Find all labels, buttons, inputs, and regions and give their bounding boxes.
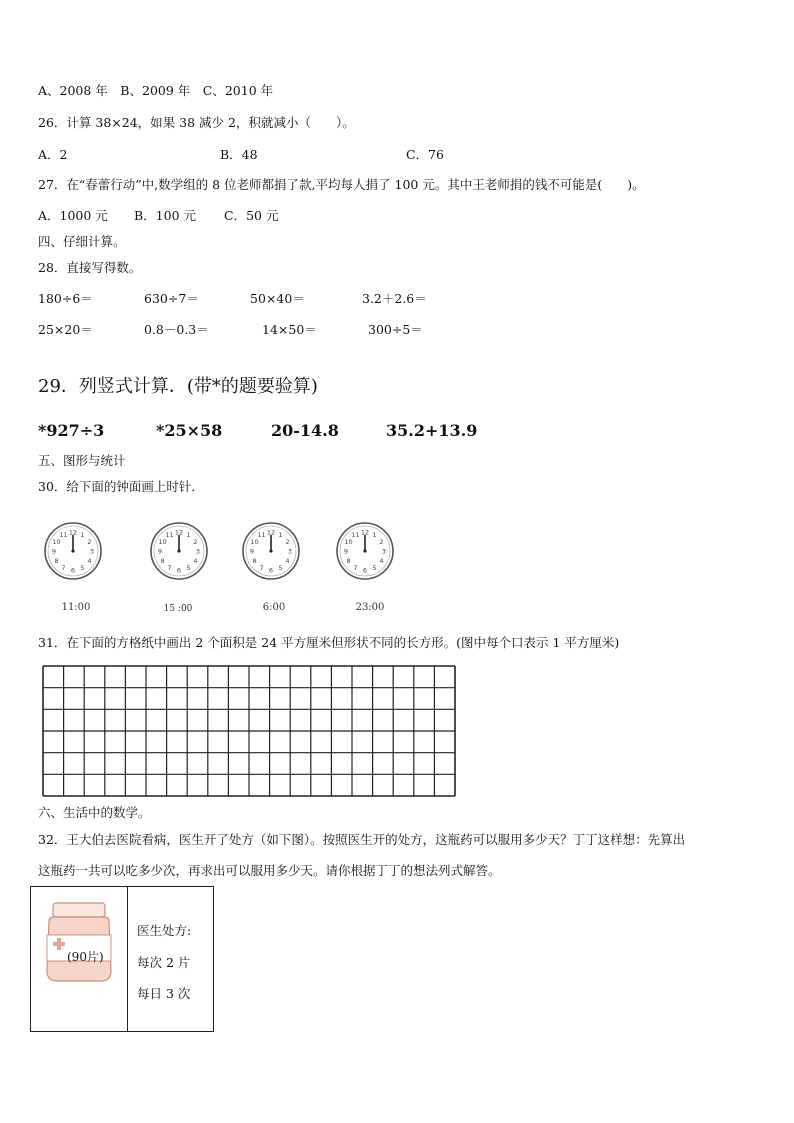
clock-number: 2: [193, 538, 198, 546]
q30-question: 30．给下面的钟面画上时针．: [38, 479, 204, 494]
clock-number: 12: [174, 528, 184, 537]
clock-number: 10: [344, 538, 353, 546]
q28-item: 180÷6＝: [38, 291, 93, 306]
clock-number: 3: [89, 547, 95, 556]
q28-item: 630÷7＝: [144, 291, 199, 306]
clock-number: 6: [268, 566, 274, 575]
clock-number: 2: [285, 538, 290, 546]
clock-number: 7: [353, 563, 358, 572]
q27-option-a: A．1000 元: [38, 208, 108, 223]
q26-option-c: C．76: [406, 147, 444, 162]
clock-label: 15 :00: [163, 604, 193, 614]
clock-number: 10: [52, 538, 61, 546]
q29-item: 35.2+13.9: [386, 421, 478, 440]
clock-number: 12: [266, 528, 276, 537]
clock-number: 10: [158, 538, 167, 546]
clock-number: 11: [351, 531, 360, 540]
q31-question: 31．在下面的方格纸中画出 2 个面积是 24 平方厘米但形状不同的长方形。(图中每个口表示 1 平方厘米): [38, 635, 620, 650]
prescription-box: [30, 886, 214, 1032]
clock-center: [363, 549, 366, 552]
clock-number: 1: [80, 531, 85, 540]
q28-item: 50×40＝: [250, 291, 305, 306]
q28-item: 3.2＋2.6＝: [362, 291, 427, 306]
q29-item: *25×58: [156, 421, 223, 440]
clock-center: [269, 549, 272, 552]
q28-item: 0.8－0.3＝: [144, 322, 209, 337]
bottle-label: (90片): [67, 950, 104, 964]
clock-number: 12: [68, 528, 78, 537]
section4-title: 四、仔细计算。: [38, 234, 126, 249]
clock-number: 7: [61, 563, 66, 572]
clock-number: 12: [360, 528, 370, 537]
prescription-title: 医生处方:: [137, 923, 192, 938]
medicine-bottle-icon: [39, 901, 119, 985]
clock-number: 4: [379, 557, 384, 565]
clock-number: 8: [54, 557, 59, 565]
clock-number: 6: [176, 566, 182, 575]
clock-number: 9: [343, 547, 349, 556]
clock-number: 2: [87, 538, 92, 546]
clock-number: 1: [278, 531, 283, 540]
clock-number: 8: [346, 557, 351, 565]
prescription-dose: 每次 2 片: [137, 955, 191, 970]
q29-item: 20-14.8: [271, 421, 339, 440]
clock-number: 11: [165, 531, 174, 540]
clock-number: 6: [362, 566, 368, 575]
clock-number: 5: [186, 563, 191, 572]
grid-paper[interactable]: [42, 665, 456, 797]
clock-number: 3: [287, 547, 293, 556]
clock-number: 9: [51, 547, 57, 556]
clock-number: 4: [87, 557, 92, 565]
clock-number: 1: [186, 531, 191, 540]
clock-number: 7: [259, 563, 264, 572]
clock-number: 9: [157, 547, 163, 556]
clock-number: 2: [379, 538, 384, 546]
clock-face-icon: [334, 520, 396, 582]
clock-number: 7: [167, 563, 172, 572]
q32-line1: 32．王大伯去医院看病，医生开了处方（如下图）。按照医生开的处方，这瓶药可以服用多少天？丁丁这样想：先算出: [38, 832, 686, 847]
clock-number: 8: [160, 557, 165, 565]
q27-option-c: C．50 元: [224, 208, 279, 223]
clock-number: 11: [59, 531, 68, 540]
clock-face-icon: [42, 520, 104, 582]
prescription-frequency: 每日 3 次: [137, 986, 191, 1001]
clock-center: [177, 549, 180, 552]
clock-number: 5: [372, 563, 377, 572]
q32-line2: 这瓶药一共可以吃多少次，再求出可以服用多少天。请你根据丁丁的想法列式解答。: [38, 863, 501, 878]
clock-number: 11: [257, 531, 266, 540]
section6-title: 六、生活中的数学。: [38, 805, 151, 820]
clock-number: 3: [195, 547, 201, 556]
clock-number: 6: [70, 566, 76, 575]
clock-center: [71, 549, 74, 552]
prescription-divider: [127, 887, 128, 1031]
q26-question: 26．计算 38×24，如果 38 减少 2，积就减小（ ）。: [38, 115, 355, 130]
q28-item: 25×20＝: [38, 322, 93, 337]
q28-question: 28．直接写得数。: [38, 260, 142, 275]
q29-question: 29．列竖式计算．(带*的题要验算): [38, 376, 318, 397]
section5-title: 五、图形与统计: [38, 453, 126, 468]
q27-option-b: B．100 元: [134, 208, 197, 223]
clock-label: 23:00: [355, 602, 385, 613]
clock-number: 4: [193, 557, 198, 565]
clock-number: 5: [278, 563, 283, 572]
clock-label: 6:00: [262, 602, 286, 613]
clock-number: 3: [381, 547, 387, 556]
clock-number: 1: [372, 531, 377, 540]
q29-item: *927÷3: [38, 421, 105, 440]
clock-label: 11:00: [61, 602, 91, 613]
clock-number: 8: [252, 557, 257, 565]
clock-face-icon: [240, 520, 302, 582]
clock-number: 9: [249, 547, 255, 556]
q26-option-b: B．48: [220, 147, 258, 162]
q28-item: 300÷5＝: [368, 322, 423, 337]
clock-face-icon: [148, 520, 210, 582]
clock-number: 4: [285, 557, 290, 565]
q26-option-a: A．2: [38, 147, 68, 162]
q25-options: A、2008 年 B、2009 年 C、2010 年: [38, 83, 274, 98]
clock-number: 5: [80, 563, 85, 572]
clock-number: 10: [250, 538, 259, 546]
q28-item: 14×50＝: [262, 322, 317, 337]
q27-question: 27．在“春蕾行动”中,数学组的 8 位老师都捐了款,平均每人捐了 100 元。其中王老师捐的钱不可能是( )。: [38, 177, 645, 192]
